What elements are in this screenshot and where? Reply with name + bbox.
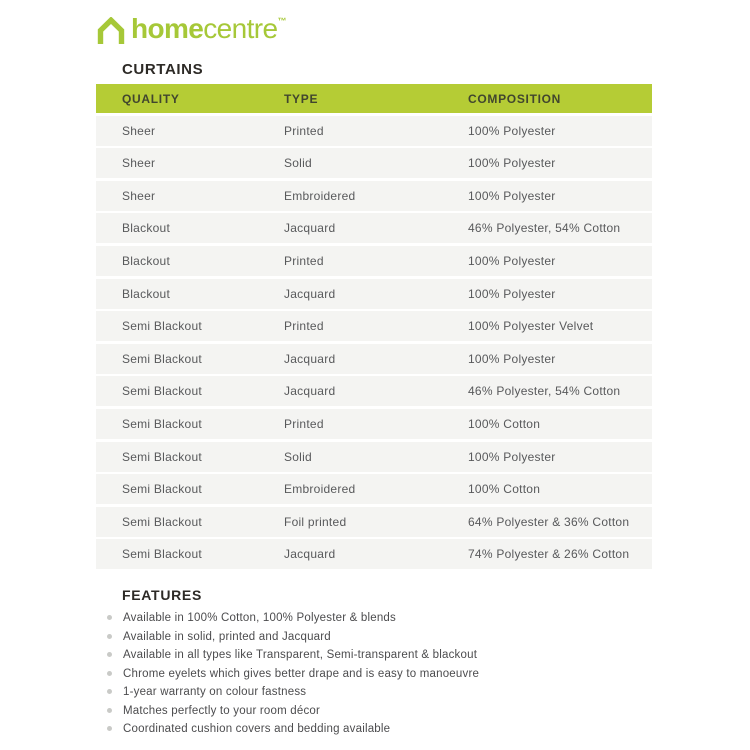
table-cell-composition: 100% Polyester [468,156,556,171]
table-cell-quality: Blackout [122,221,171,236]
table-cell-quality: Blackout [122,286,171,301]
feature-text: 1-year warranty on colour fastness [123,686,307,698]
table-cell-composition: 100% Polyester [468,253,556,268]
table-cell-type: Jacquard [284,351,336,366]
bullet-icon [107,615,112,620]
feature-item [96,706,696,717]
table-cell-composition: 74% Polyester & 26% Cotton [468,547,630,562]
table-cell-quality: Blackout [122,253,171,268]
table-cell-type: Printed [284,123,324,138]
column-header-quality: QUALITY [122,91,180,106]
feature-item [96,669,696,680]
table-cell-composition: 100% Cotton [468,416,541,431]
feature-item [96,687,696,698]
table-cell-quality: Semi Blackout [122,547,202,562]
table-cell-composition: 100% Polyester Velvet [468,319,594,334]
table-cell-quality: Semi Blackout [122,514,202,529]
bullet-icon [107,726,112,731]
table-cell-quality: Semi Blackout [122,384,202,399]
table-cell-type: Embroidered [284,482,356,497]
logo-text-home: home [131,13,204,44]
features-title: FEATURES [122,587,203,603]
table-row [96,409,652,439]
feature-item [96,632,696,643]
table-cell-type: Printed [284,416,324,431]
table-cell-composition: 100% Polyester [468,123,556,138]
table-cell-type: Jacquard [284,221,336,236]
table-cell-composition: 100% Cotton [468,482,541,497]
table-cell-quality: Sheer [122,188,156,203]
trademark-symbol: ™ [277,16,286,26]
table-cell-type: Jacquard [284,547,336,562]
bullet-icon [107,689,112,694]
table-row [96,213,652,243]
table-body [96,116,652,570]
table-cell-quality: Semi Blackout [122,319,202,334]
features-list [96,613,696,735]
table-row [96,311,652,341]
homecentre-logo [96,14,286,46]
table-cell-quality: Semi Blackout [122,449,202,464]
feature-item [96,724,696,735]
bullet-icon [107,652,112,657]
column-header-type: TYPE [284,91,319,106]
table-cell-composition: 46% Polyester, 54% Cotton [468,384,621,399]
table-cell-type: Embroidered [284,188,356,203]
feature-text: Available in all types like Transparent, Semi-transparent & blackout [123,649,478,661]
table-cell-type: Printed [284,319,324,334]
bullet-icon [107,708,112,713]
column-header-composition: COMPOSITION [468,91,562,106]
curtains-spec-table [96,84,652,569]
table-row [96,376,652,406]
table-cell-composition: 100% Polyester [468,188,556,203]
table-row [96,344,652,374]
table-row [96,442,652,472]
feature-text: Available in 100% Cotton, 100% Polyester & blends [123,612,396,624]
table-header-row [96,84,652,113]
house-icon [96,14,131,46]
table-row [96,507,652,537]
feature-text: Matches perfectly to your room décor [123,704,321,717]
logo-text-centre: centre [203,13,278,44]
logo-wordmark [131,14,286,44]
bullet-icon [107,634,112,639]
table-row [96,148,652,178]
table-cell-composition: 100% Polyester [468,286,556,301]
feature-text: Chrome eyelets which gives better drape and is easy to manoeuvre [123,667,480,680]
table-cell-composition: 46% Polyester, 54% Cotton [468,221,621,236]
table-cell-type: Jacquard [284,384,336,399]
feature-text: Available in solid, printed and Jacquard [123,630,331,643]
table-cell-quality: Sheer [122,123,156,138]
table-row [96,246,652,276]
table-cell-type: Printed [284,253,324,268]
table-cell-quality: Semi Blackout [122,351,202,366]
table-row [96,181,652,211]
table-cell-quality: Semi Blackout [122,482,202,497]
table-cell-quality: Semi Blackout [122,416,202,431]
table-cell-type: Solid [284,449,312,464]
table-row [96,116,652,146]
table-row [96,539,652,569]
bullet-icon [107,671,112,676]
table-cell-type: Jacquard [284,286,336,301]
features-section [96,587,696,743]
table-cell-quality: Sheer [122,156,156,171]
feature-item [96,613,696,624]
table-cell-composition: 64% Polyester & 36% Cotton [468,514,630,529]
page-title: CURTAINS [122,61,204,78]
table-cell-composition: 100% Polyester [468,449,556,464]
table-cell-type: Solid [284,156,312,171]
table-row [96,279,652,309]
feature-item [96,650,696,661]
table-cell-type: Foil printed [284,514,347,529]
table-row [96,474,652,504]
table-cell-composition: 100% Polyester [468,351,556,366]
feature-text: Coordinated cushion covers and bedding available [123,723,391,735]
